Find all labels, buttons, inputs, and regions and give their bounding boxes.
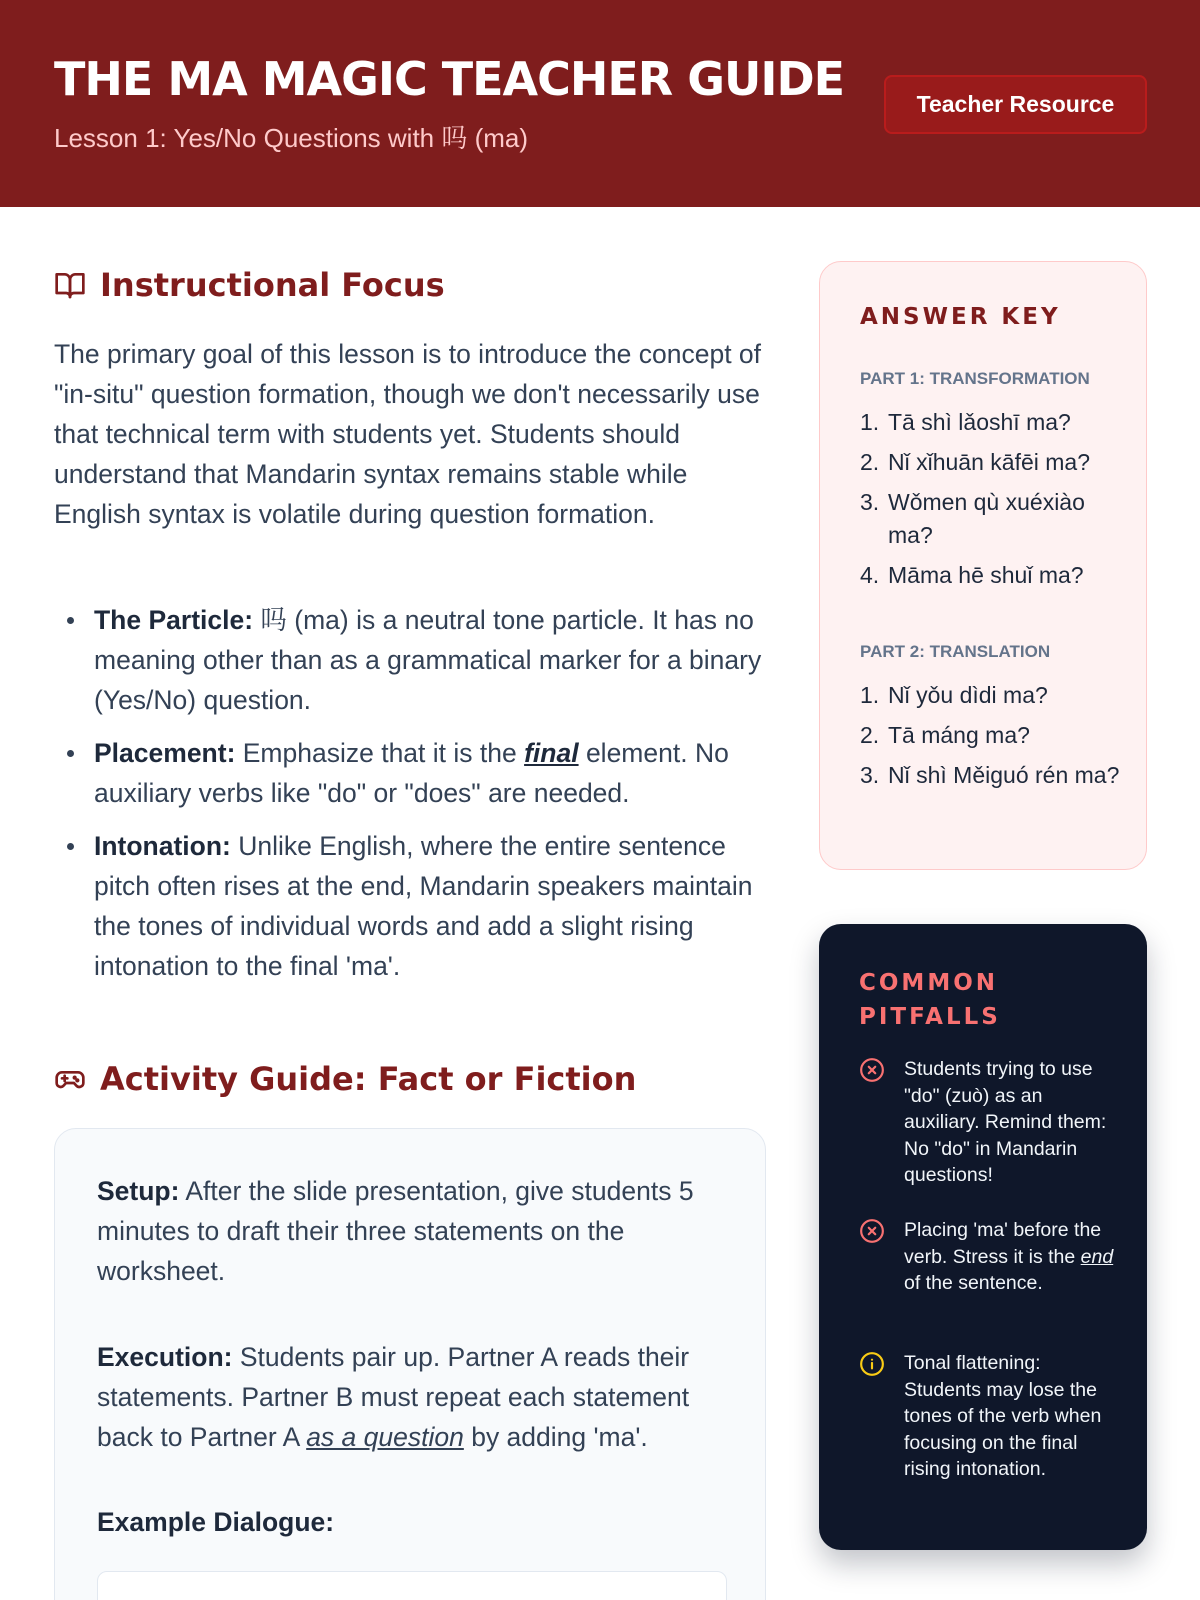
book-open-icon bbox=[54, 269, 86, 301]
item-number: 2. bbox=[860, 449, 880, 475]
page-title: THE MA MAGIC TEACHER GUIDE bbox=[54, 52, 845, 106]
emphasis-final: final bbox=[524, 738, 579, 768]
section-title: Instructional Focus bbox=[100, 266, 445, 304]
info-circle-icon bbox=[859, 1351, 885, 1377]
pitfall-text: Tonal flattening: Students may lose the tones of the verb when focusing on the final rising intonation. bbox=[904, 1352, 1102, 1480]
item-text: Wǒmen qù xuéxiào ma? bbox=[888, 489, 1085, 548]
part2-list bbox=[860, 679, 1130, 799]
list-item-placement bbox=[54, 733, 774, 813]
item-text: Nǐ xǐhuān kāfēi ma? bbox=[888, 449, 1090, 475]
pitfall-item bbox=[859, 1056, 1119, 1189]
execution-paragraph bbox=[97, 1337, 727, 1457]
pitfall-text-start: Placing 'ma' before the verb. Stress it is the bbox=[904, 1219, 1102, 1268]
activity-guide-heading bbox=[54, 1060, 636, 1098]
part1-list bbox=[860, 406, 1130, 599]
item-number: 3. bbox=[860, 762, 880, 788]
list-item bbox=[860, 559, 1130, 592]
bullet-label: Intonation: bbox=[94, 831, 231, 861]
item-number: 4. bbox=[860, 562, 880, 588]
execution-text-end: by adding 'ma'. bbox=[463, 1422, 648, 1452]
x-circle-icon bbox=[859, 1057, 885, 1083]
list-item bbox=[860, 406, 1130, 439]
list-item bbox=[860, 759, 1130, 792]
section-title: Activity Guide: Fact or Fiction bbox=[100, 1060, 637, 1098]
setup-paragraph bbox=[97, 1171, 727, 1291]
gamepad-icon bbox=[54, 1063, 86, 1095]
activity-card bbox=[54, 1128, 766, 1600]
list-item-particle bbox=[54, 600, 774, 720]
item-text: Nǐ shì Měiguó rén ma? bbox=[888, 762, 1120, 788]
execution-text: Students pair up. Partner A reads their statements. Partner B must repeat each statement back to Partner A bbox=[97, 1342, 690, 1452]
dialogue-label: Example Dialogue: bbox=[97, 1507, 335, 1537]
list-item bbox=[860, 679, 1130, 712]
answer-key-title: ANSWER KEY bbox=[860, 304, 1061, 330]
dialogue-box bbox=[97, 1571, 727, 1600]
part1-label: PART 1: TRANSFORMATION bbox=[860, 369, 1090, 388]
pitfall-text bbox=[904, 1217, 1119, 1297]
bullet-text: 吗 (ma) is a neutral tone particle. It has no meaning other than as a grammatical marker for a binary (Yes/No) question. bbox=[94, 605, 762, 715]
list-item bbox=[860, 719, 1130, 752]
bullet-text: Emphasize that it is the bbox=[235, 738, 525, 768]
focus-paragraph: The primary goal of this lesson is to introduce the concept of "in-situ" question formation, though we don't necessarily use that technical term with students yet. Students should understand that Mandarin syntax remains stable while English syntax is volatile during question formation. bbox=[54, 339, 762, 529]
pitfall-item bbox=[859, 1217, 1119, 1297]
bullet-text: Unlike English, where the entire sentence pitch often rises at the end, Mandarin speakers maintain the tones of individual words and add a slight rising intonation to the final 'ma'. bbox=[94, 831, 753, 981]
teacher-resource-badge: Teacher Resource bbox=[884, 75, 1147, 134]
setup-text: After the slide presentation, give students 5 minutes to draft their three statements on the worksheet. bbox=[97, 1176, 694, 1286]
emphasis-end: end bbox=[1080, 1245, 1114, 1268]
pitfall-text-end: of the sentence. bbox=[904, 1272, 1043, 1294]
item-text: Nǐ yǒu dìdi ma? bbox=[888, 682, 1048, 708]
common-pitfalls-card bbox=[819, 924, 1147, 1550]
setup-label: Setup: bbox=[97, 1176, 180, 1206]
list-item bbox=[860, 446, 1130, 479]
focus-bullet-list bbox=[54, 600, 774, 999]
item-text: Tā shì lǎoshī ma? bbox=[888, 409, 1071, 435]
dialogue-paragraph bbox=[97, 1502, 727, 1542]
answer-key-card bbox=[819, 261, 1147, 870]
part2-label: PART 2: TRANSLATION bbox=[860, 642, 1051, 661]
item-text: Tā máng ma? bbox=[888, 722, 1030, 748]
emphasis-as-a-question: as a question bbox=[306, 1422, 464, 1452]
instructional-focus-heading bbox=[54, 266, 445, 304]
pitfall-item bbox=[859, 1350, 1119, 1483]
item-text: Māma hē shuǐ ma? bbox=[888, 562, 1084, 588]
page-header bbox=[0, 0, 1200, 207]
item-number: 2. bbox=[860, 722, 880, 748]
bullet-label: Placement: bbox=[94, 738, 236, 768]
lesson-subtitle: Lesson 1: Yes/No Questions with 吗 (ma) bbox=[54, 123, 529, 153]
x-circle-icon bbox=[859, 1218, 885, 1244]
bullet-label: The Particle: bbox=[94, 605, 254, 635]
item-number: 1. bbox=[860, 409, 880, 435]
bullet-text: element. No auxiliary verbs like "do" or "does" are needed. bbox=[94, 738, 729, 808]
item-number: 1. bbox=[860, 682, 880, 708]
item-number: 3. bbox=[860, 489, 880, 515]
pitfall-text: Students trying to use "do" (zuò) as an auxiliary. Remind them: No "do" in Mandarin questions! bbox=[904, 1058, 1107, 1186]
execution-label: Execution: bbox=[97, 1342, 233, 1372]
list-item-intonation bbox=[54, 826, 774, 986]
pitfalls-title: COMMON PITFALLS bbox=[859, 970, 1001, 1030]
list-item bbox=[860, 486, 1130, 552]
